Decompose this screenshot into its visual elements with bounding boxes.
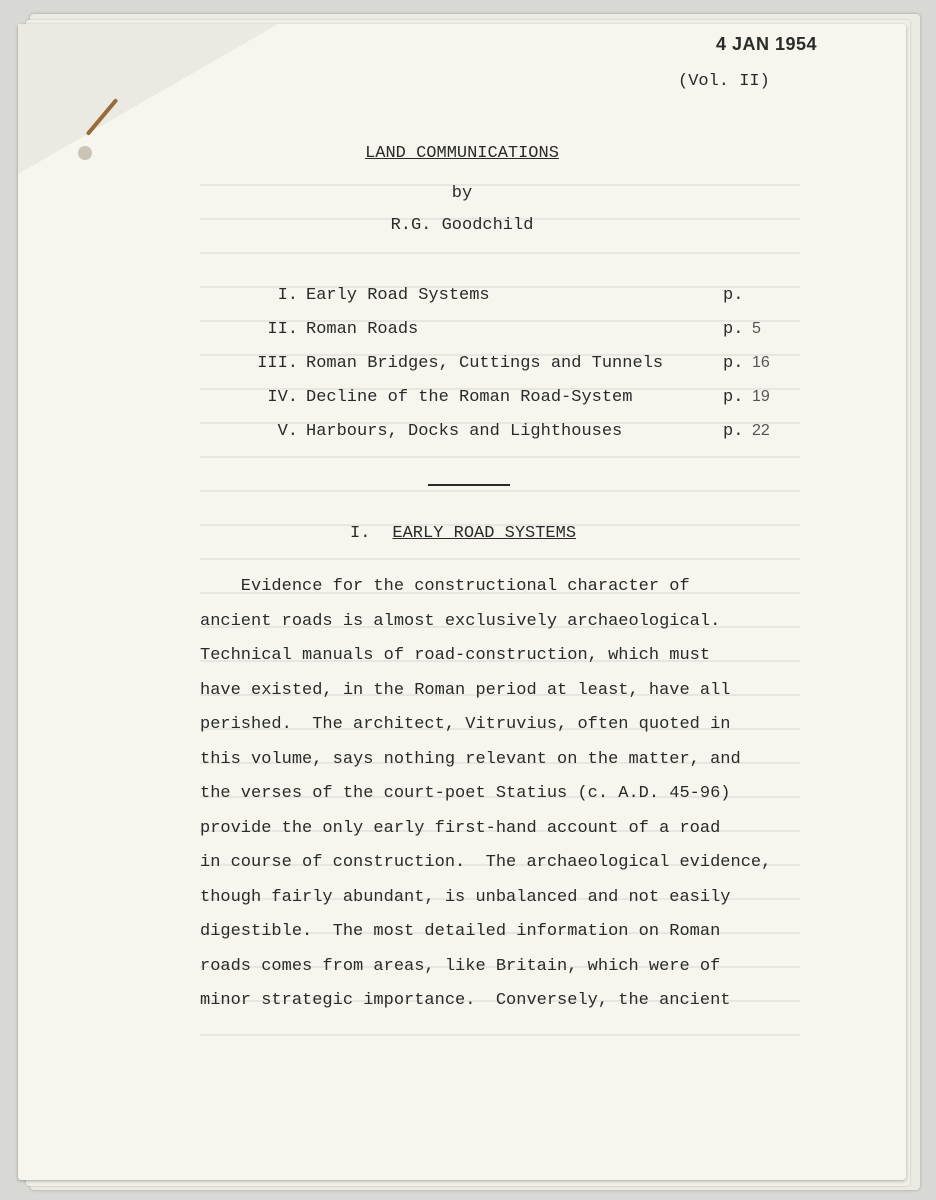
toc-page-number: 19 <box>752 388 770 405</box>
section-heading <box>350 524 576 543</box>
toc-row <box>18 354 906 384</box>
toc-page-number: 5 <box>752 320 761 337</box>
body-line: ancient roads is almost exclusively archaeological. <box>200 611 721 631</box>
toc-number: V. <box>277 422 298 441</box>
document-page <box>18 24 906 1180</box>
body-line: perished. The architect, Vitruvius, often quoted in <box>200 715 731 734</box>
toc-page-number: 16 <box>752 354 770 371</box>
divider <box>428 484 510 486</box>
body-line: roads comes from areas, like Britain, which were of <box>200 956 721 976</box>
toc-row <box>18 320 906 350</box>
toc-page-prefix: p. <box>723 388 744 407</box>
toc-page-prefix: p. <box>723 286 744 305</box>
toc-title: Early Road Systems <box>306 286 490 305</box>
toc-page-number: 22 <box>752 422 770 439</box>
toc-page-prefix: p. <box>723 354 744 373</box>
body-line: digestible. The most detailed information on Roman <box>200 922 721 941</box>
section-title: EARLY ROAD SYSTEMS <box>392 524 577 543</box>
body-line: in course of construction. The archaeological evidence, <box>200 853 772 872</box>
toc-title: Decline of the Roman Road-System <box>306 388 633 407</box>
document-title <box>18 144 906 163</box>
document-title-text: LAND COMMUNICATIONS <box>365 144 559 163</box>
body-line: Evidence for the constructional character of <box>200 577 690 596</box>
toc-number: III. <box>257 354 298 373</box>
body-line: this volume, says nothing relevant on the matter, and <box>200 749 741 769</box>
body-line: provide the only early first-hand account of a road <box>200 818 721 838</box>
toc-number: II. <box>267 320 298 339</box>
toc-page-prefix: p. <box>723 320 744 339</box>
volume-label: (Vol. II) <box>678 72 770 91</box>
author-name: R.G. Goodchild <box>390 216 534 235</box>
toc-page-prefix: p. <box>723 422 744 441</box>
toc-row <box>18 286 906 316</box>
body-line: minor strategic importance. Conversely, the ancient <box>200 991 731 1010</box>
body-line: have existed, in the Roman period at least, have all <box>200 680 731 700</box>
toc-row <box>18 388 906 418</box>
date-stamp: 4 JAN 1954 <box>716 34 818 54</box>
toc-title: Roman Bridges, Cuttings and Tunnels <box>306 354 664 373</box>
toc-title: Roman Roads <box>306 320 419 339</box>
body-line: Technical manuals of road-construction, which must <box>200 646 711 665</box>
body-paragraph <box>200 570 860 1019</box>
toc-number: IV. <box>267 388 298 407</box>
body-line: the verses of the court-poet Statius (c. A.D. 45-96) <box>200 784 731 803</box>
body-line: though fairly abundant, is unbalanced and not easily <box>200 887 731 907</box>
toc-title: Harbours, Docks and Lighthouses <box>306 422 623 441</box>
by-line: by <box>451 184 473 203</box>
section-number: I. <box>350 524 371 543</box>
toc-number: I. <box>277 286 298 305</box>
toc-row <box>18 422 906 452</box>
